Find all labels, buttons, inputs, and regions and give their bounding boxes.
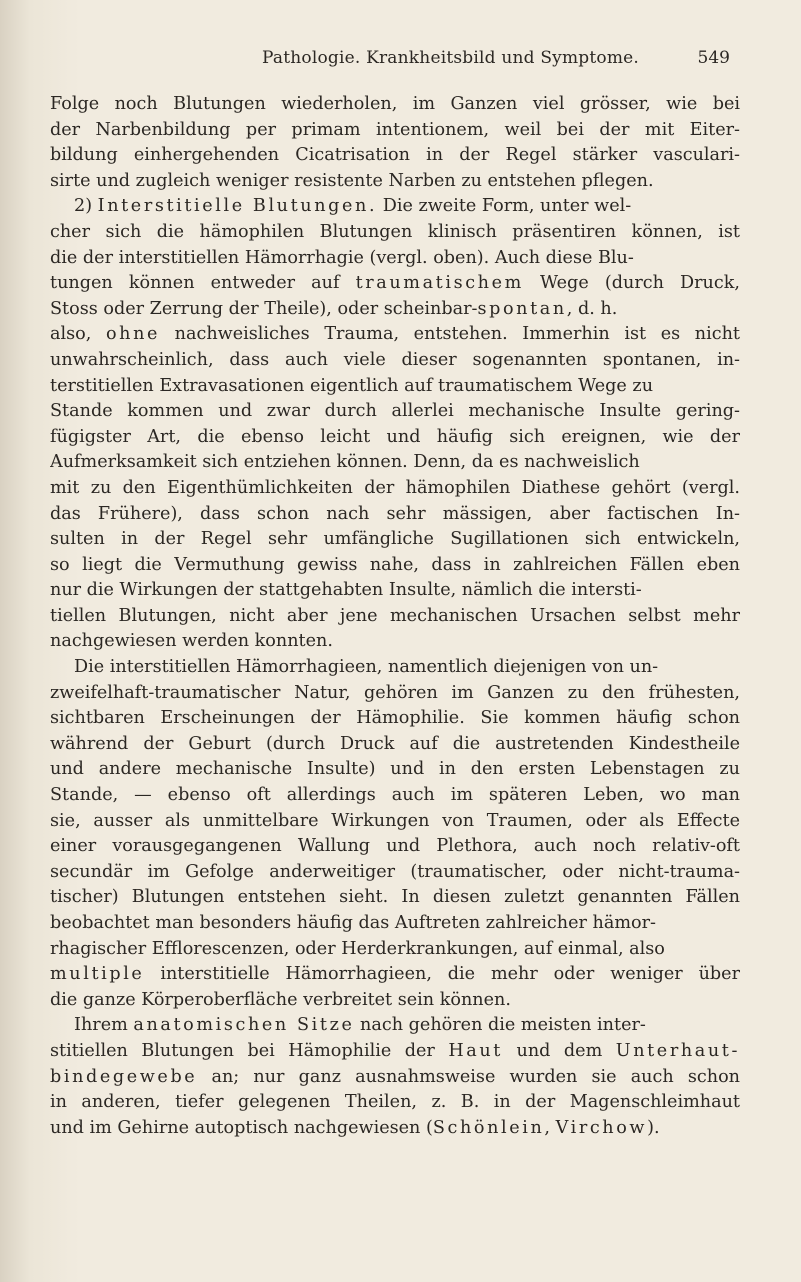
text-line <box>50 732 740 758</box>
text-run: rhagischer Efflorescenzen, oder Herderkrankungen, auf einmal, also <box>50 938 665 959</box>
text-run: fügigster Art, die ebenso leicht und häufig sich ereignen, wie der <box>50 426 740 447</box>
text-line <box>50 1065 740 1091</box>
text-run: tungen können entweder auf <box>50 273 356 294</box>
text-line <box>50 169 740 195</box>
text-run: sirte und zugleich weniger resistente Narben zu entstehen pflegen. <box>50 170 654 191</box>
text-line <box>50 629 740 655</box>
text-run: das Frühere), dass schon nach sehr mässigen, aber factischen In- <box>50 503 740 524</box>
spaced-emphasis: Haut <box>448 1040 503 1061</box>
text-run: also, <box>50 324 106 345</box>
text-run: Stoss oder Zerrung der Theile), oder scheinbar- <box>50 298 478 319</box>
spaced-emphasis: bindegewebe <box>50 1066 198 1087</box>
spaced-emphasis: spontan <box>477 298 567 319</box>
text-line <box>50 194 740 220</box>
body-text <box>50 92 740 1141</box>
text-line <box>50 1090 740 1116</box>
text-line <box>50 476 740 502</box>
text-line <box>50 322 740 348</box>
text-run: sulten in der Regel sehr umfängliche Sugillationen sich entwickeln, <box>50 529 740 550</box>
text-line <box>50 348 740 374</box>
text-run: , d. h. <box>566 298 618 319</box>
text-line <box>50 553 740 579</box>
text-run: ). <box>647 1117 660 1138</box>
text-line <box>50 143 740 169</box>
text-line <box>50 681 740 707</box>
text-run: sichtbaren Erscheinungen der Hämophilie. Sie kommen häufig schon <box>50 708 740 729</box>
text-run: in anderen, tiefer gelegenen Theilen, z. B. in der Magenschleimhaut <box>50 1092 740 1113</box>
text-line <box>50 271 740 297</box>
text-line <box>50 809 740 835</box>
text-line <box>50 834 740 860</box>
text-run: nach gehören die meisten inter- <box>354 1015 646 1036</box>
text-line <box>50 220 740 246</box>
text-line <box>50 988 740 1014</box>
text-run: Die zweite Form, unter wel- <box>377 196 632 217</box>
text-line <box>50 937 740 963</box>
spaced-emphasis: Virchow <box>555 1117 648 1138</box>
text-run: der Narbenbildung per primam intentionem, weil bei der mit Eiter- <box>50 119 740 140</box>
text-run: so liegt die Vermuthung gewiss nahe, dass in zahlreichen Fällen eben <box>50 554 740 575</box>
text-line <box>50 450 740 476</box>
spaced-emphasis: ohne <box>105 324 161 345</box>
text-run: nachgewiesen werden konnten. <box>50 631 333 652</box>
text-run: beobachtet man besonders häufig das Auftreten zahlreicher hämor- <box>50 913 656 933</box>
text-run: mit zu den Eigenthümlichkeiten der hämophilen Diathese gehört (vergl. <box>50 477 740 498</box>
text-line <box>50 962 740 988</box>
text-line <box>50 425 740 451</box>
text-line <box>50 885 740 911</box>
text-line <box>50 578 740 604</box>
text-run: Stande, — ebenso oft allerdings auch im späteren Leben, wo man <box>50 785 740 806</box>
text-run: secundär im Gefolge anderweitiger (traumatischer, oder nicht-trauma- <box>50 861 740 882</box>
text-line <box>50 1116 740 1142</box>
text-run: zweifelhaft-traumatischer Natur, gehören im Ganzen zu den frühesten, <box>50 682 740 703</box>
spaced-emphasis: Unterhaut- <box>615 1040 740 1061</box>
text-line <box>50 860 740 886</box>
text-line <box>50 655 740 681</box>
text-run: , <box>544 1117 556 1138</box>
text-line <box>50 92 740 118</box>
text-run: Folge noch Blutungen wiederholen, im Ganzen viel grösser, wie bei <box>50 94 740 114</box>
text-run: einer vorausgegangenen Wallung und Plethora, auch noch relativ-oft <box>50 836 740 857</box>
text-run: und andere mechanische Insulte) und in den ersten Lebenstagen zu <box>50 759 740 780</box>
text-run: Wege (durch Druck, <box>523 273 740 294</box>
spaced-emphasis: Interstitielle Blutungen. <box>97 196 378 217</box>
page-number: 549 <box>697 48 730 68</box>
spaced-emphasis: traumatischem <box>355 273 524 294</box>
text-run: während der Geburt (durch Druck auf die austretenden Kindestheile <box>50 733 740 754</box>
text-run: unwahrscheinlich, dass auch viele dieser sogenannten spontanen, in- <box>50 349 740 370</box>
text-run: sie, ausser als unmittelbare Wirkungen von Traumen, oder als Effecte <box>50 810 740 831</box>
text-run: stitiellen Blutungen bei Hämophilie der <box>50 1040 449 1061</box>
text-line <box>50 783 740 809</box>
text-line <box>50 527 740 553</box>
text-run: die der interstitiellen Hämorrhagie (vergl. oben). Auch diese Blu- <box>50 247 634 268</box>
text-line <box>50 1013 740 1039</box>
text-line <box>50 246 740 272</box>
spaced-emphasis: anatomischen Sitze <box>133 1015 355 1036</box>
text-run: interstitielle Hämorrhagieen, die mehr oder weniger über <box>144 964 740 985</box>
text-line <box>50 297 740 323</box>
spaced-emphasis: multiple <box>50 964 145 985</box>
spaced-emphasis: Schönlein <box>432 1117 545 1138</box>
text-run: die ganze Körperoberfläche verbreitet sein können. <box>50 989 511 1010</box>
text-run: 2) <box>74 196 98 217</box>
text-run: Die interstitiellen Hämorrhagieen, namentlich diejenigen von un- <box>74 657 659 678</box>
text-line <box>50 604 740 630</box>
text-run: an; nur ganz ausnahmsweise wurden sie auch schon <box>197 1066 740 1087</box>
text-run: tischer) Blutungen entstehen sieht. In diesen zuletzt genannten Fällen <box>50 887 740 908</box>
text-line <box>50 757 740 783</box>
text-run: cher sich die hämophilen Blutungen klinisch präsentiren können, ist <box>50 221 740 242</box>
text-line <box>50 374 740 400</box>
text-run: bildung einhergehenden Cicatrisation in der Regel stärker vasculari- <box>50 145 740 166</box>
text-run: terstitiellen Extravasationen eigentlich auf traumatischem Wege zu <box>50 375 654 396</box>
text-run: Ihrem <box>74 1015 134 1036</box>
text-line <box>50 706 740 732</box>
text-run: nur die Wirkungen der stattgehabten Insulte, nämlich die intersti- <box>50 580 642 601</box>
text-run: Stande kommen und zwar durch allerlei mechanische Insulte gering- <box>50 401 740 422</box>
text-line <box>50 118 740 144</box>
text-line <box>50 399 740 425</box>
text-run: nachweisliches Trauma, entstehen. Immerhin ist es nicht <box>160 324 740 345</box>
page-header <box>262 48 730 76</box>
text-line <box>50 1039 740 1065</box>
text-run: tiellen Blutungen, nicht aber jene mechanischen Ursachen selbst mehr <box>50 605 740 626</box>
text-run: Aufmerksamkeit sich entziehen können. Denn, da es nachweislich <box>50 452 640 473</box>
text-run: und im Gehirne autoptisch nachgewiesen ( <box>50 1117 433 1138</box>
text-run: und dem <box>502 1040 616 1061</box>
running-head: Pathologie. Krankheitsbild und Symptome. <box>262 48 640 68</box>
text-line <box>50 911 740 937</box>
text-line <box>50 502 740 528</box>
